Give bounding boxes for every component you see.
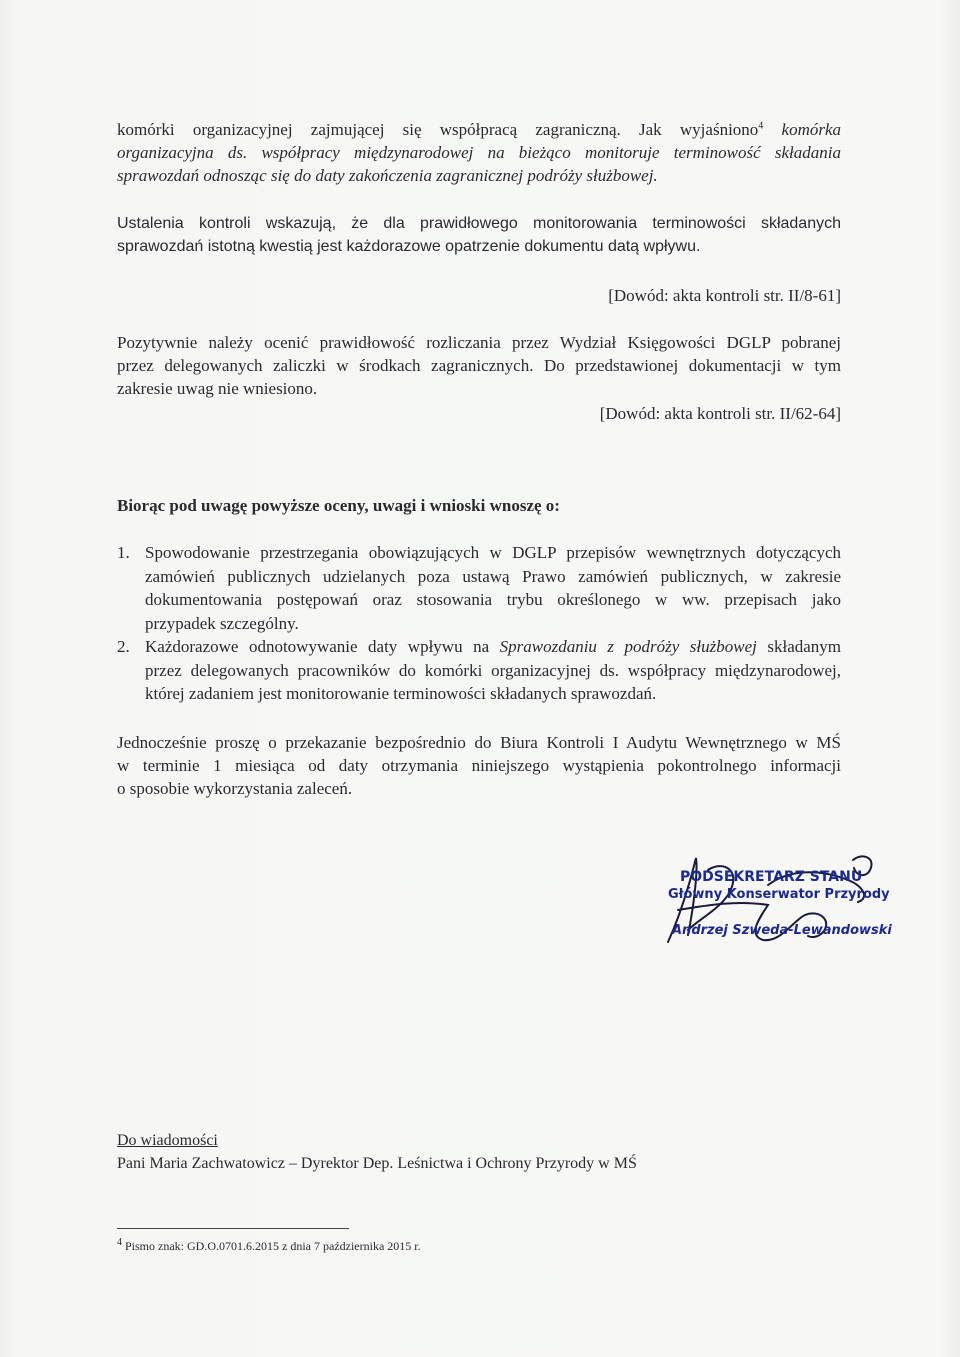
paragraph-4 (117, 731, 841, 800)
list-item-2-line-1-post: składanym (767, 637, 842, 656)
paragraph-2 (117, 212, 841, 258)
recommendations-heading: Biorąc pod uwagę powyższe oceny, uwagi i wnioski wnoszę o: (117, 496, 560, 515)
list-item-number: 1. (117, 543, 130, 562)
paragraph-2-line-2: sprawozdań istotną kwestią jest każdorazowe opatrzenie dokumentu datą wpływu. (117, 238, 701, 255)
stamp-name: Andrzej Szweda-Lewandowski (672, 923, 892, 938)
list-item-2-line-1 (145, 635, 841, 659)
paragraph-1-line-1 (117, 118, 841, 141)
stamp-title: PODSEKRETARZ STANU (680, 869, 863, 885)
list-item-text (145, 635, 841, 706)
paragraph-4-line-2: w terminie 1 miesiąca od daty otrzymania niniejszego wystąpienia pokontrolnego informacji (117, 756, 841, 775)
paragraph-1-line-1-italic: komórka (781, 120, 842, 139)
paragraph-4-line-1: Jednocześnie proszę o przekazanie bezpośrednio do Biura Kontroli I Audytu Wewnętrznego w MŚ (117, 733, 841, 752)
cc-recipient: Pani Maria Zachwatowicz – Dyrektor Dep. Leśnictwa i Ochrony Przyrody w MŚ (117, 1155, 637, 1172)
list-item-2-line-1-italic: Sprawozdaniu z podróży służbowej (499, 637, 757, 656)
paragraph-3 (117, 331, 841, 400)
cc-label: Do wiadomości (117, 1132, 218, 1149)
list-item-1-line-1: Spowodowanie przestrzegania obowiązujących w DGLP przepisów wewnętrznych dotyczących (145, 543, 841, 562)
list-item-2-line-3: której zadaniem jest monitorowanie terminowości składanych sprawozdań. (145, 684, 657, 703)
list-item-2-line-1-pre: Każdorazowe odnotowywanie daty wpływu na (145, 637, 490, 656)
footnote-text: Pismo znak: GD.O.0701.6.2015 z dnia 7 października 2015 r. (125, 1239, 421, 1253)
paragraph-1-line-1-text: komórki organizacyjnej zajmującej się współpracą zagraniczną. Jak wyjaśniono (117, 120, 759, 139)
cc-section (117, 1129, 841, 1175)
paragraph-4-line-3: o sposobie wykorzystania zaleceń. (117, 779, 353, 798)
handwritten-signature-icon (648, 850, 888, 960)
list-item-2-line-2: przez delegowanych pracowników do komórki organizacyjnej ds. współpracy międzynarodowej, (145, 660, 841, 680)
paragraph-1-line-3: sprawozdań odnosząc się do daty zakończenia zagranicznej podróży służbowej. (117, 166, 658, 185)
paragraph-3-line-3: zakresie uwag nie wniesiono. (117, 379, 318, 398)
paragraph-1 (117, 118, 841, 187)
list-item-1-line-4: przypadek szczególny. (145, 613, 299, 633)
footnote-ref: 4 (758, 120, 764, 132)
paragraph-1-line-2: organizacyjna ds. współpracy międzynarodowej na bieżąco monitoruje terminowość składania (117, 143, 841, 162)
list-item-1-line-3: dokumentowania postępowań oraz stosowania trybu określonego w ww. przepisach jako (145, 590, 841, 609)
list-item-number: 2. (117, 637, 130, 656)
paragraph-2-line-1: Ustalenia kontroli wskazują, że dla prawidłowego monitorowania terminowości składanych (117, 215, 841, 232)
signature-stamp (648, 850, 892, 960)
list-item-1-line-2: zamówień publicznych udzielanych poza ustawą Prawo zamówień publicznych, w zakresie (145, 566, 841, 586)
footnote (117, 1238, 421, 1254)
evidence-reference-2: [Dowód: akta kontroli str. II/62-64] (599, 404, 841, 423)
stamp-role: Główny Konserwator Przyrody (668, 887, 890, 902)
paragraph-3-line-2: przez delegowanych zaliczki w środkach zagranicznych. Do przedstawionej dokumentacji w tym (117, 356, 841, 375)
footnote-divider (117, 1228, 349, 1229)
list-item-text (145, 541, 841, 635)
footnote-marker: 4 (117, 1237, 122, 1248)
evidence-reference-1: [Dowód: akta kontroli str. II/8-61] (608, 286, 841, 305)
paragraph-3-line-1: Pozytywnie należy ocenić prawidłowość rozliczania przez Wydział Księgowości DGLP pobranej (117, 333, 841, 352)
